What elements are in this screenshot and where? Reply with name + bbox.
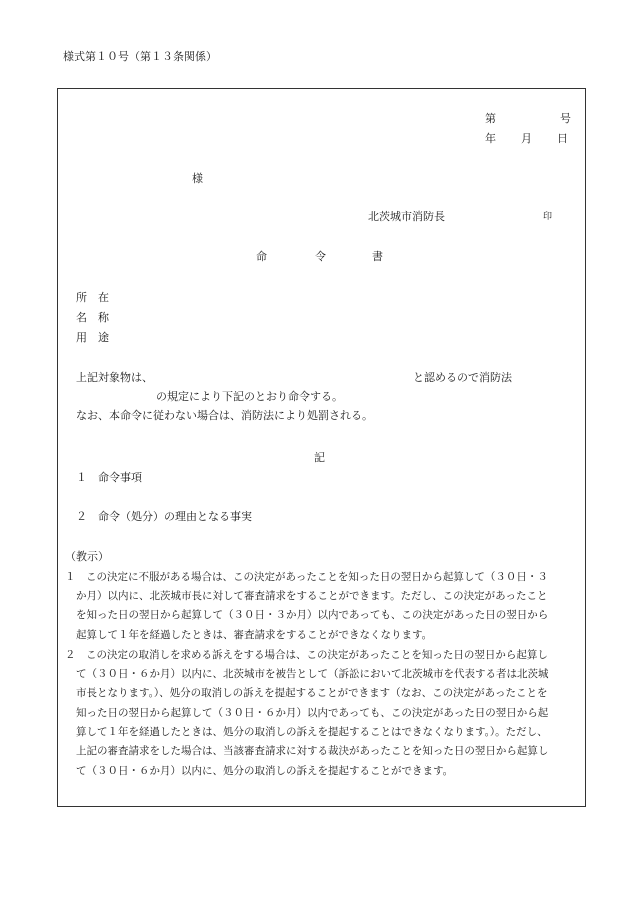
doc-number-prefix: 第 — [485, 112, 496, 125]
item-order-matters: １ 命令事項 — [76, 471, 142, 484]
notice-line: 起算して１年を経過したときは、審査請求をすることができなくなります。 — [76, 629, 433, 641]
notice-line: 知った日の翌日から起算して（３０日・６か月）以内であっても、この決定があった日の翌日から起 — [76, 707, 549, 719]
title-char-1: 命 — [256, 250, 267, 263]
notice-line: 市長となります。）、処分の取消しの訴えを提起することができます（なお、この決定があったことを — [76, 687, 548, 699]
notice-line: ２ この決定の取消しを求める訴えをする場合は、この決定があったことを知った日の翌日から起算し — [65, 649, 548, 661]
field-use-label: 用 途 — [76, 331, 109, 344]
notice-line: て（３０日・６か月）以内に、処分の取消しの訴えを提起することができます。 — [76, 765, 454, 777]
notice-line: １ この決定に不服がある場合は、この決定があったことを知った日の翌日から起算して（３０日・３ — [65, 571, 548, 583]
seal-mark: 印 — [543, 212, 553, 222]
ki-heading: 記 — [314, 451, 325, 464]
notice-line: 上記の審査請求をした場合は、当該審査請求に対する裁決があったことを知った日の翌日から起算し — [76, 745, 549, 757]
body-line-3: なお、本命令に従わない場合は、消防法により処罰される。 — [76, 409, 373, 422]
date-year: 年 — [485, 132, 496, 145]
form-number-title: 様式第１０号（第１３条関係） — [63, 50, 217, 63]
body-line-1-start: 上記対象物は、 — [76, 371, 153, 384]
item-order-reason: ２ 命令（処分）の理由となる事実 — [76, 510, 252, 523]
date-month: 月 — [521, 132, 532, 145]
notice-line: か月）以内に、北茨城市長に対して審査請求をすることができます。ただし、この決定があったこと — [76, 590, 548, 602]
title-char-3: 書 — [372, 250, 383, 263]
notice-line: 算して１年を経過したときは、処分の取消しの訴えを提起することはできなくなります。）。ただし、 — [76, 726, 548, 738]
notice-line: を知った日の翌日から起算して（３０日・３か月）以内であっても、この決定があった日の翌日から — [76, 609, 549, 621]
doc-number-suffix: 号 — [560, 112, 571, 125]
notice-heading: （教示） — [65, 550, 109, 563]
issuer-name: 北茨城市消防長 — [368, 210, 445, 223]
body-line-2: の規定により下記のとおり命令する。 — [156, 390, 343, 403]
form-frame — [57, 88, 586, 807]
date-day: 日 — [557, 132, 568, 145]
field-name-label: 名 称 — [76, 311, 109, 324]
notice-line: て（３０日・６か月）以内に、北茨城市を被告として（訴訟において北茨城市を代表する者は北茨城 — [76, 668, 549, 680]
field-location-label: 所 在 — [76, 291, 109, 304]
body-line-1-end: と認めるので消防法 — [413, 371, 512, 384]
addressee-honorific: 様 — [192, 172, 203, 185]
title-char-2: 令 — [315, 250, 326, 263]
